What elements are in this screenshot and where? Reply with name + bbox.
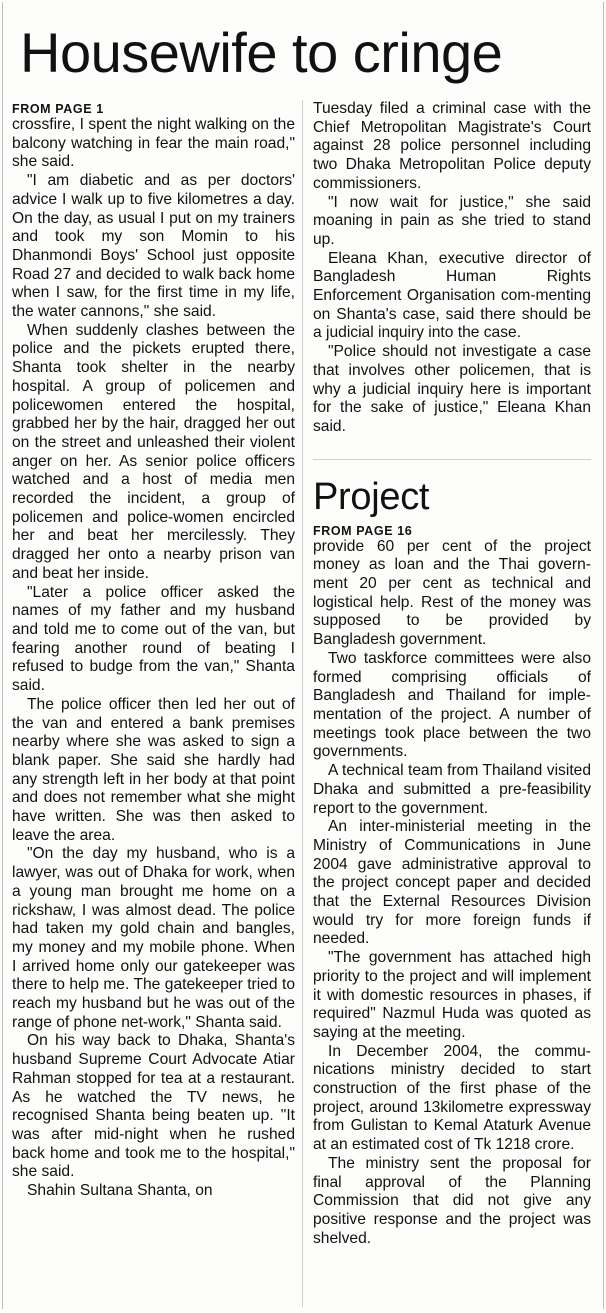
article-paragraph: "The government has attached high priority to the project and will implement it with domestic resources in phases, if required" Nazmul Huda was quoted as saying at the meeting.	[313, 949, 591, 1041]
article-paragraph: The ministry sent the proposal for final approval of the Planning Commission that did not give any positive response and the project was shelved.	[313, 1154, 591, 1247]
article-paragraph: Shahin Sultana Shanta, on	[27, 1182, 213, 1200]
article-paragraph: An inter-ministerial meeting in the Ministry of Communications in June 2004 gave administrative approval to the project concept paper and decided that the External Resources Division would try for more foreign funds if needed.	[313, 818, 591, 948]
jump-label-page-1: FROM PAGE 1	[12, 102, 104, 116]
jump-label-page-16: FROM PAGE 16	[313, 523, 413, 538]
article-paragraph: The police officer then led her out of the van and entered a bank premises nearby where she was asked to sign a blank paper. She said she hardly had any strength left in her body at that point and does not remember what she might have written. She was then asked to leave the area.	[12, 695, 295, 844]
article-paragraph: Tuesday filed a criminal case with the Chief Metropolitan Magistrate's Court against 28 police personnel including two Dhaka Metropolitan Police deputy commissioners.	[313, 100, 591, 192]
article-paragraph: provide 60 per cent of the project money as loan and the Thai govern-ment 20 per cent as technical and logistical help. Rest of the money was supposed to be provided by Bangladesh government.	[313, 537, 591, 649]
article-paragraph: "I am diabetic and as per doctors' advice I walk up to five kilometres a day. On the day, as usual I put on my trainers and took my son Momin to his Dhanmondi Boys' School just opposite Road 27 and decided to walk back home when I saw, for the first time in my life, the water cannons," she said.	[12, 172, 295, 321]
article-paragraph: On his way back to Dhaka, Shanta's husband Supreme Court Advocate Atiar Rahman stopped for tea at a restaurant. As he watched the TV news, he recognised Shanta being beaten up. "It was after mid-night when he rushed back home and took me to the hospital," she said.	[12, 1032, 295, 1181]
article-paragraph: In December 2004, the commu-nications ministry decided to start construction of the first phase of the project, around 13kilometre expressway from Gulistan to Kemal Ataturk Avenue at an estimated cost of Tk 1218 crore.	[313, 1042, 591, 1154]
article-paragraph: When suddenly clashes between the police and the pickets erupted there, Shanta took shelter in the nearby hospital. A group of policemen and policewomen entered the hospital, grabbed her by the hair, dragged her out on the street and unleashed their violent anger on her. As senior police officers watched and a host of media men recorded the incident, a group of policemen and police-women encircled her and beat her mercilessly. They dragged her onto a nearby prison van and beat her inside.	[12, 321, 295, 582]
column-divider	[302, 100, 303, 1307]
section-rule	[313, 459, 591, 460]
article-paragraph: "I now wait for justice," she said moaning in pain as she tried to stand up.	[313, 193, 591, 248]
article-paragraph: crossfire, I spent the night walking on the balcony watching in fear the main road," she said.	[12, 116, 295, 171]
article-paragraph: Eleana Khan, executive director of Bangladesh Human Rights Enforcement Organisation com-menting on Shanta's case, said there should be a judicial inquiry into the case.	[313, 249, 591, 342]
article-paragraph: "Police should not investigate a case that involves other policemen, that is why a judicial inquiry here is important for the sake of justice," Eleana Khan said.	[313, 343, 591, 435]
article-paragraph: "Later a police officer asked the names of my father and my husband and told me to come out of the van, but fearing another round of beating I refused to budge from the van," Shanta said.	[12, 583, 295, 695]
article-paragraph: Two taskforce committees were also formed comprising officials of Bangladesh and Thailand for imple-mentation of the project. A number of meetings took place between the two governments.	[313, 649, 591, 761]
headline: Housewife to cringe	[20, 21, 503, 84]
project-headline: Project	[313, 475, 430, 518]
right-column	[313, 98, 591, 1309]
article-paragraph: A technical team from Thailand visited Dhaka and submitted a pre-feasibility report to the government.	[313, 762, 591, 817]
left-column	[12, 98, 295, 1309]
article-paragraph: "On the day my husband, who is a lawyer, was out of Dhaka for work, when a young man brought me home on a rickshaw, I was almost dead. The police had taken my gold chain and bangles, my money and my mobile phone. When I arrived home only our gatekeeper was there to help me. The gatekeeper tried to reach my husband but he was out of the range of phone net-work," Shanta said.	[12, 845, 295, 1031]
